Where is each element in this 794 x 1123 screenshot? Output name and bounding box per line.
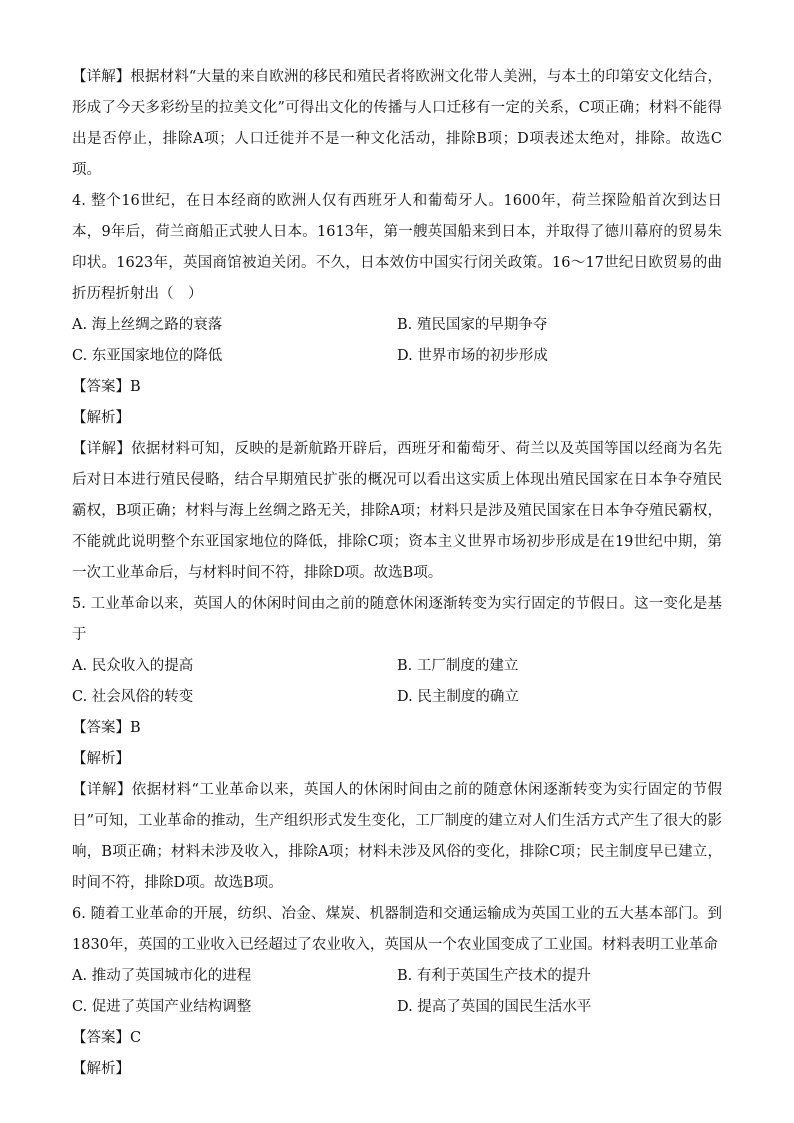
q4-analysis-label: 【解析】 [72, 410, 130, 426]
q5-stem: 5. 工业革命以来，英国人的休闲时间由之前的随意休闲逐渐转变为实行固定的节假日。这一变化是基于 [72, 596, 722, 643]
q5-options-row-1 [72, 651, 722, 682]
q4-answer: 【答案】B [72, 379, 141, 395]
q4-option-d: D. 世界市场的初步形成 [397, 348, 548, 364]
q6-options-row-2 [72, 992, 722, 1023]
q5-answer: 【答案】B [72, 720, 141, 736]
q5-options-row-2 [72, 682, 722, 713]
q4-options-row-2 [72, 341, 722, 372]
q5-option-c: C. 社会风俗的转变 [72, 689, 194, 705]
q6-option-a: A. 推动了英国城市化的进程 [72, 968, 252, 984]
q6-analysis-label: 【解析】 [72, 1061, 130, 1077]
q6-option-d: D. 提高了英国的国民生活水平 [397, 999, 592, 1015]
q4-option-c: C. 东亚国家地位的降低 [72, 348, 223, 364]
q5-detail: 【详解】依据材料“工业革命以来，英国人的休闲时间由之前的随意休闲逐渐转变为实行固定的节假日”可知，工业革命的推动，生产组织形式发生变化，工厂制度的建立对人们生活方式产生了很大的影响，B项正确；材料未涉及收入，排除A项；材料未涉及风俗的变化，排除C项；民主制度早已建立，时间不符，排除D项。故选B项。 [72, 782, 722, 891]
q6-options-row-1 [72, 961, 722, 992]
q4-option-a: A. 海上丝绸之路的衰落 [72, 317, 223, 333]
q6-stem: 6. 随着工业革命的开展，纺织、冶金、煤炭、机器制造和交通运输成为英国工业的五大基本部门。到1830年，英国的工业收入已经超过了农业收入，英国从一个农业国变成了工业国。材料表明工业革命 [72, 906, 722, 953]
document-page [72, 62, 722, 1085]
q3-detail: 【详解】根据材料“大量的来自欧洲的移民和殖民者将欧洲文化带人美洲，与本土的印第安文化结合，形成了今天多彩纷呈的拉美文化”可得出文化的传播与人口迁移有一定的关系，C项正确；材料不能得出是否停止，排除A项；人口迁徙并不是一种文化活动，排除B项；D项表述太绝对，排除。故选C项。 [72, 69, 722, 178]
q4-stem: 4. 整个16世纪，在日本经商的欧洲人仅有西班牙人和葡萄牙人。1600年，荷兰探险船首次到达日本，9年后，荷兰商船正式驶人日本。1613年，第一艘英国船来到日本，并取得了德川幕府的贸易朱印状。1623年，英国商馆被迫关闭。不久，日本效仿中国实行闭关政策。16～17世纪日欧贸易的曲折历程折射出（ ） [72, 193, 722, 302]
q6-answer: 【答案】C [72, 1030, 142, 1046]
q5-option-a: A. 民众收入的提高 [72, 658, 194, 674]
q5-option-d: D. 民主制度的确立 [397, 689, 519, 705]
q6-option-c: C. 促进了英国产业结构调整 [72, 999, 252, 1015]
q4-detail: 【详解】依据材料可知，反映的是新航路开辟后，西班牙和葡萄牙、荷兰以及英国等国以经商为名先后对日本进行殖民侵略，结合早期殖民扩张的概况可以看出这实质上体现出殖民国家在日本争夺殖民霸权，B项正确；材料与海上丝绸之路无关，排除A项；材料只是涉及殖民国家在日本争夺殖民霸权，不能就此说明整个东亚国家地位的降低，排除C项；资本主义世界市场初步形成是在19世纪中期，第一次工业革命后，与材料时间不符，排除D项。故选B项。 [72, 441, 722, 581]
q5-analysis-label: 【解析】 [72, 751, 130, 767]
q5-option-b: B. 工厂制度的建立 [397, 658, 519, 674]
q4-option-b: B. 殖民国家的早期争夺 [397, 317, 548, 333]
q6-option-b: B. 有利于英国生产技术的提升 [397, 968, 591, 984]
q4-options-row-1 [72, 310, 722, 341]
